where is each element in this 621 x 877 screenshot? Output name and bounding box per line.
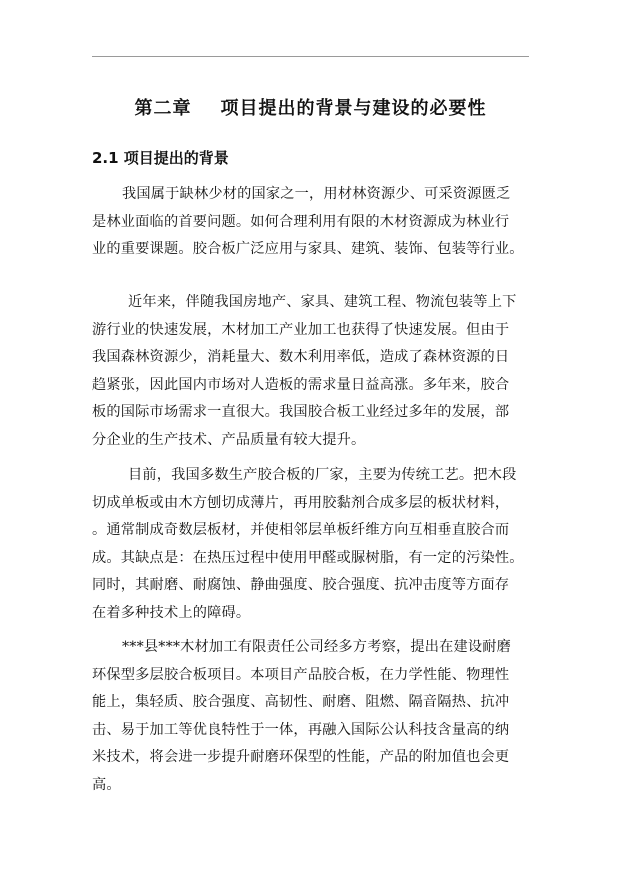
paragraph-line: 游行业的快速发展，木材加工产业加工也获得了快速发展。但由于 [92,321,510,338]
paragraph-line: 我国森林资源少，消耗量大、数木利用率低，造成了森林资源的日 [92,349,510,366]
paragraph-line: 趋紧张，因此国内市场对人造板的需求量日益高涨。多年来，胶合 [92,376,510,393]
section-heading: 2.1 项目提出的背景 [92,149,229,167]
paragraph-line: 业的重要课题。胶合板广泛应用与家具、建筑、装饰、包装等行业。 [92,241,524,258]
paragraph-line: 米技术，将会进一步提升耐磨环保型的性能，产品的附加值也会更 [92,749,510,766]
paragraph-4 [92,634,530,800]
paragraph-line: 同时，其耐磨、耐腐蚀、静曲强度、胶合强度、抗冲击度等方面存 [92,577,510,594]
paragraph-line: 。通常制成奇数层板材，并使相邻层单板纤维方向互相垂直胶合而 [92,522,510,539]
chapter-title: 第二章 项目提出的背景与建设的必要性 [134,98,487,119]
paragraph-2 [92,289,530,455]
paragraph-line: 目前，我国多数生产胶合板的厂家，主要为传统工艺。把木段 [128,467,517,483]
paragraph-line: 击、易于加工等优良特性于一体，再融入国际公认科技含量高的纳 [92,721,510,738]
paragraph-line: ***县***木材加工有限责任公司经多方考察，提出在建设耐磨 [122,639,512,655]
paragraph-line: 分企业的生产技术、产品质量有较大提升。 [92,431,366,448]
paragraph-1 [92,181,530,264]
paragraph-line: 板的国际市场需求一直很大。我国胶合板工业经过多年的发展，部 [92,404,510,421]
paragraph-line: 我国属于缺林少材的国家之一，用材林资源少、可采资源匮乏 [122,186,511,202]
paragraph-line: 切成单板或由木方刨切成薄片，再用胶黏剂合成多层的板状材料， [92,494,510,511]
paragraph-line: 成。其缺点是：在热压过程中使用甲醛或脲树脂，有一定的污染性。 [92,549,524,566]
header-rule [92,56,529,57]
paragraph-line: 环保型多层胶合板项目。本项目产品胶合板，在力学性能、物理性 [92,666,510,683]
paragraph-3 [92,462,530,628]
paragraph-line: 高。 [92,776,121,793]
paragraph-line: 在着多种技术上的障碍。 [92,604,251,621]
paragraph-line: 能上，集轻质、胶合强度、高韧性、耐磨、阻燃、隔音隔热、抗冲 [92,694,510,711]
paragraph-line: 是林业面临的首要问题。如何合理利用有限的木材资源成为林业行 [92,213,510,230]
paragraph-line: 近年来，伴随我国房地产、家具、建筑工程、物流包装等上下 [128,294,517,310]
